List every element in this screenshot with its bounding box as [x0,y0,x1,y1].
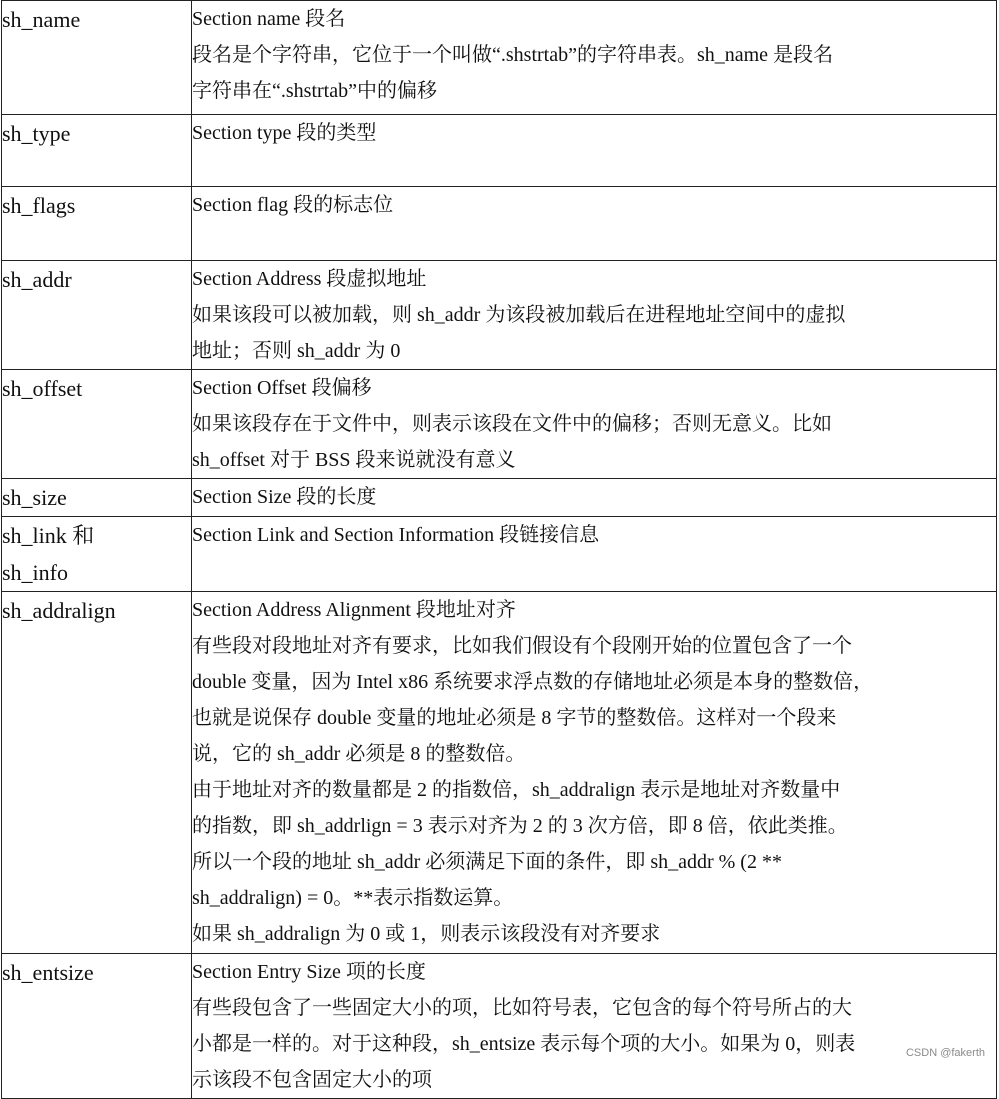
section-header-fields-table [1,0,997,1099]
field-description-line: 所以一个段的地址 sh_addr 必须满足下面的条件，即 sh_addr % (2 ** [192,851,782,873]
field-description-line: 有些段包含了一些固定大小的项，比如符号表，它包含的每个符号所占的大 [192,997,852,1019]
field-description-cell [192,517,997,592]
field-description-line: 如果该段存在于文件中，则表示该段在文件中的偏移；否则无意义。比如 [192,413,832,435]
field-description-cell [192,370,997,479]
field-title: Section name 段名 [192,8,346,30]
field-title: Section flag 段的标志位 [192,194,394,216]
field-name-cell [2,187,192,261]
field-description-line: 的指数，即 sh_addrlign = 3 表示对齐为 2 的 3 次方倍，即 8 倍，依此类推。 [192,815,848,837]
field-description-cell [192,479,997,517]
field-name: sh_name [2,7,81,32]
csdn-watermark: CSDN @fakerth [905,1047,985,1059]
field-description-line: double 变量，因为 Intel x86 系统要求浮点数的存储地址必须是本身的整数倍， [192,671,874,693]
field-name: sh_entsize [2,960,94,985]
field-description-cell [192,954,997,1099]
field-name-cell [2,261,192,370]
table-row [2,370,997,479]
field-description-line: 有些段对段地址对齐有要求，比如我们假设有个段刚开始的位置包含了一个 [192,635,852,657]
field-title: Section Offset 段偏移 [192,377,372,399]
field-name: sh_type [2,121,71,146]
field-description-line: 小都是一样的。对于这种段，sh_entsize 表示每个项的大小。如果为 0，则表 [192,1033,856,1055]
table-row [2,479,997,517]
field-description-line: 由于地址对齐的数量都是 2 的指数倍，sh_addralign 表示是地址对齐数量中 [192,779,841,801]
field-description-cell [192,115,997,187]
field-name-cell [2,370,192,479]
field-description-line: sh_offset 对于 BSS 段来说就没有意义 [192,449,516,471]
field-title: Section Address 段虚拟地址 [192,268,427,290]
table-row [2,592,997,954]
field-name: sh_flags [2,193,76,218]
field-name: sh_offset [2,376,83,401]
field-title: Section Entry Size 项的长度 [192,961,426,983]
field-title: Section Address Alignment 段地址对齐 [192,599,516,621]
field-name-cell [2,1,192,115]
field-name: sh_info [2,560,68,585]
field-name: sh_addr [2,267,72,292]
field-name: sh_addralign [2,598,116,623]
table-row [2,187,997,261]
table-row [2,261,997,370]
table-row [2,1,997,115]
table-row [2,115,997,187]
field-name-cell [2,479,192,517]
field-description-line: 示该段不包含固定大小的项 [192,1069,432,1091]
field-title: Section Link and Section Information 段链接信息 [192,524,600,546]
field-name-cell [2,115,192,187]
field-name-cell [2,954,192,1099]
field-description-line: 说，它的 sh_addr 必须是 8 的整数倍。 [192,743,526,765]
field-title: Section Size 段的长度 [192,486,377,508]
field-name: sh_size [2,485,67,510]
table-row [2,954,997,1099]
field-title: Section type 段的类型 [192,122,377,144]
field-description-line: 也就是说保存 double 变量的地址必须是 8 字节的整数倍。这样对一个段来 [192,707,837,729]
field-description-line: 如果 sh_addralign 为 0 或 1，则表示该段没有对齐要求 [192,923,661,945]
field-description-line: 如果该段可以被加载，则 sh_addr 为该段被加载后在进程地址空间中的虚拟 [192,304,846,326]
table-row [2,517,997,592]
field-name: sh_link 和 [2,523,95,548]
field-description-cell [192,1,997,115]
field-description-line: 字符串在“.shstrtab”中的偏移 [192,80,437,102]
field-name-cell [2,592,192,954]
field-description-line: sh_addralign) = 0。**表示指数运算。 [192,887,514,909]
field-description-cell [192,187,997,261]
field-name-cell [2,517,192,592]
field-description-cell [192,261,997,370]
field-description-line: 段名是个字符串，它位于一个叫做“.shstrtab”的字符串表。sh_name 是段名 [192,44,834,66]
field-description-line: 地址；否则 sh_addr 为 0 [192,340,401,362]
field-description-cell [192,592,997,954]
